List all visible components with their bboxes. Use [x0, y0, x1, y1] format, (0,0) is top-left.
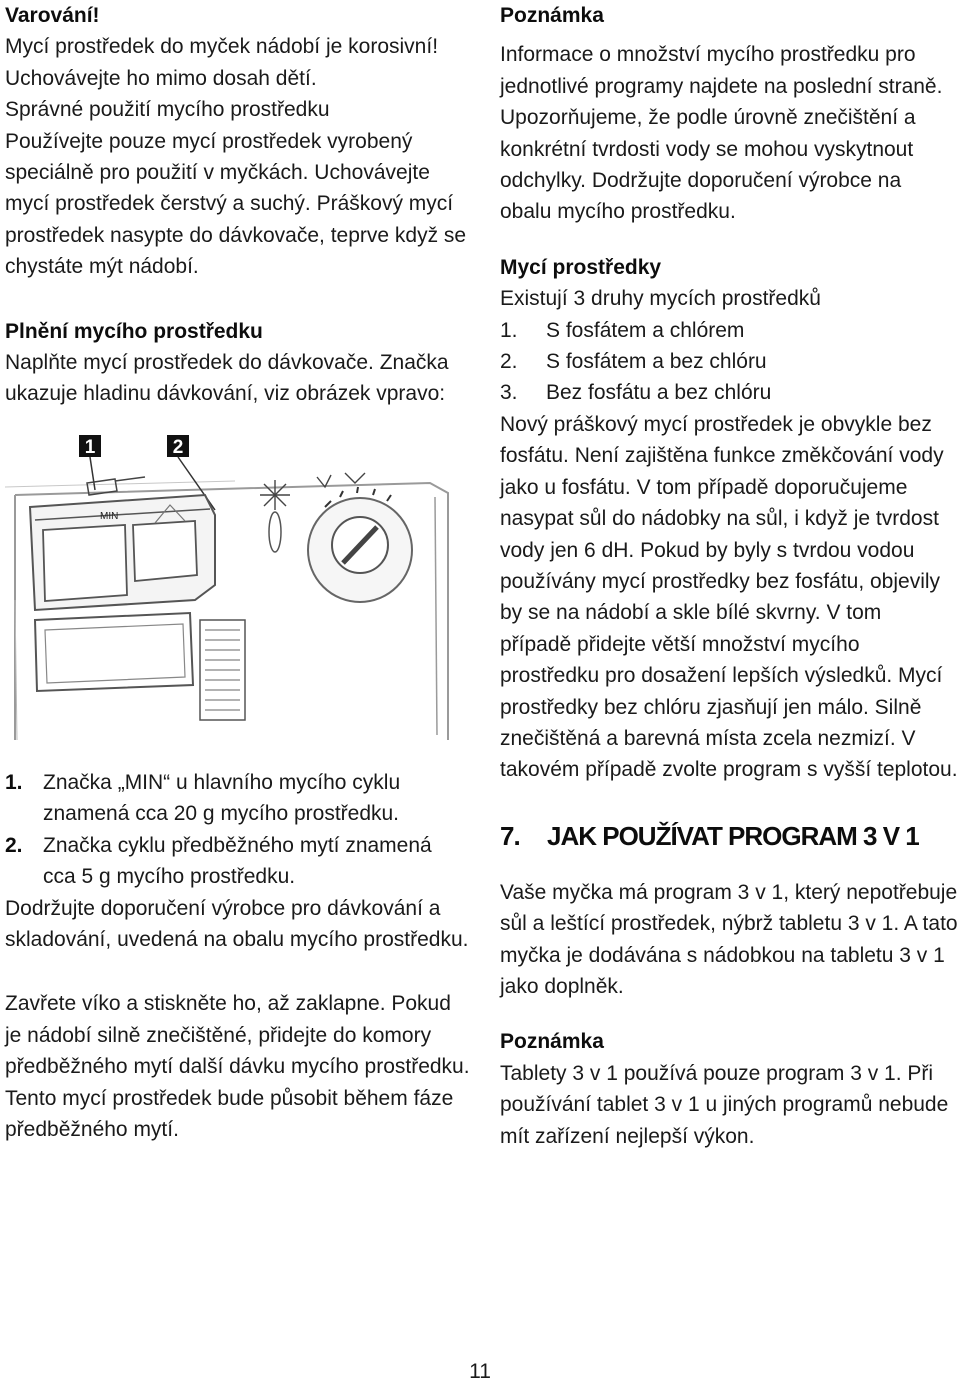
list-item	[5, 830, 470, 893]
closing-instructions: Zavřete víko a stiskněte ho, až zaklapne. Pokud je nádobí silně znečištěné, přidejte do komory předběžného mytí další dávku mycího prostředku. Tento mycí prostředek bude působit během fáze předběžného mytí.	[5, 992, 470, 1141]
list-number: 3.	[500, 381, 518, 405]
filling-text: Naplňte mycí prostředek do dávkovače. Značka ukazuje hladinu dávkování, viz obrázek vpravo:	[5, 351, 449, 406]
section-heading	[500, 819, 958, 853]
list-number: 2.	[500, 350, 518, 374]
list-text: Bez fosfátu a bez chlóru	[546, 381, 772, 405]
list-number: 1.	[5, 770, 23, 794]
list-item	[500, 377, 958, 408]
note2-heading: Poznámka	[500, 1030, 604, 1054]
figure-label-2: 2	[172, 436, 184, 458]
left-column	[5, 0, 470, 1145]
min-mark-label: MIN	[100, 510, 119, 522]
list-text: S fosfátem a bez chlóru	[546, 350, 767, 374]
filling-heading: Plnění mycího prostředku	[5, 319, 263, 343]
list-text: Značka „MIN“ u hlavního mycího cyklu znamená cca 20 g mycího prostředku.	[43, 770, 401, 826]
list-text: Značka cyklu předběžného mytí znamená cca 5 g mycího prostředku.	[43, 833, 432, 889]
section-title: JAK POUŽÍVAT PROGRAM 3 V 1	[547, 820, 919, 851]
right-column	[500, 0, 958, 1152]
dispenser-illustration	[5, 435, 465, 755]
section-text: Vaše myčka má program 3 v 1, který nepotřebuje sůl a leštící prostředek, nýbrž tabletu 3 v 1. A tato myčka je dodávána s nádobkou na tabletu 3 v 1 jako doplněk.	[500, 880, 958, 998]
recommendation-text: Dodržujte doporučení výrobce pro dávkování a skladování, uvedená na obalu mycího prostředku.	[5, 896, 469, 951]
list-number: 2.	[5, 833, 23, 857]
dosage-marks-list	[5, 767, 470, 893]
figure-label-1: 1	[84, 436, 96, 458]
detergents-text: Nový práškový mycí prostředek je obvykle bez fosfátu. Není zajištěna funkce změkčování vody jako u fosfátu. V tom případě doporučujeme nasypat sůl do nádobky na sůl, i když je tvrdost vody jen 6 dH. Pokud by byly s tvrdou vodou používány mycí prostředky bez fosfátu, objevily by se na nádobí a skle bílé skvrny. V tom případě přidejte větší množství mycího prostředku pro dosažení lepších výsledků. Mycí prostředky bez chlóru zjasňují jen málo. Silně znečištěná a barevná místa zcela nezmizí. V takovém případě zvolte program s vyšší teplotou.	[500, 412, 958, 782]
warning-text: Mycí prostředek do myček nádobí je korosivní! Uchovávejte ho mimo dosah dětí.	[5, 35, 439, 90]
page-number: 11	[469, 1360, 491, 1383]
detergents-heading: Mycí prostředky	[500, 255, 662, 279]
list-item	[500, 315, 958, 346]
note-heading: Poznámka	[500, 4, 604, 27]
list-text: S fosfátem a chlórem	[546, 318, 745, 342]
section-number: 7.	[500, 820, 520, 851]
detergents-intro: Existují 3 druhy mycích prostředků	[500, 287, 821, 311]
list-item	[5, 767, 470, 830]
usage-text: Používejte pouze mycí prostředek vyrobený speciálně pro použití v myčkách. Uchovávejte mycí prostředek čerstvý a suchý. Práškový mycí prostředek nasypte do dávkovače, teprve když se chystáte mýt nádobí.	[5, 129, 467, 279]
usage-heading: Správné použití mycího prostředku	[5, 98, 330, 122]
warning-heading: Varování!	[5, 4, 100, 27]
detergent-types-list	[500, 315, 958, 409]
list-item	[500, 346, 958, 377]
note-text: Informace o množství mycího prostředku pro jednotlivé programy najdete na poslední straně. Upozorňujeme, že podle úrovně znečištění a konkrétní tvrdosti vody se mohou vyskytnout odchylky. Dodržujte doporučení výrobce na obalu mycího prostředku.	[500, 43, 943, 224]
note2-text: Tablety 3 v 1 používá pouze program 3 v 1. Při používání tablet 3 v 1 u jiných programů nebude mít zařízení nejlepší výkon.	[500, 1061, 949, 1148]
list-number: 1.	[500, 318, 518, 342]
